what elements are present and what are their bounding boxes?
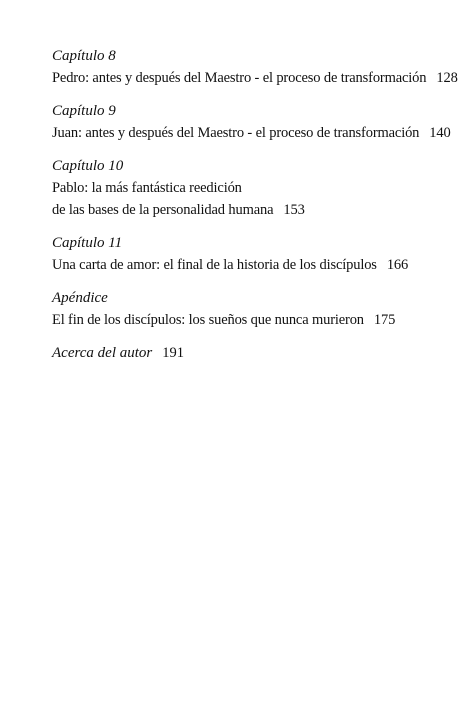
chapter-title-line: Pablo: la más fantástica reedición (52, 180, 242, 196)
chapter-heading: Capítulo 8 (52, 48, 116, 64)
chapter-title-text: El fin de los discípulos: los sueños que nunca murieron (52, 312, 364, 328)
table-of-contents (52, 46, 458, 376)
chapter-heading: Capítulo 11 (52, 235, 123, 251)
page-number: 166 (386, 257, 409, 273)
chapter-heading: Acerca del autor (52, 345, 153, 361)
chapter-title-text: Una carta de amor: el final de la historia de los discípulos (52, 257, 377, 273)
toc-entry-appendix (52, 288, 452, 331)
chapter-heading: Apéndice (52, 290, 108, 306)
chapter-title-text: Pedro: antes y después del Maestro - el proceso de transformación (52, 70, 427, 86)
page-number: 175 (373, 312, 396, 328)
chapter-title-line (52, 199, 452, 221)
page-number: 153 (283, 202, 305, 218)
page-number: 128 (436, 70, 458, 86)
chapter-title-line (52, 122, 452, 144)
chapter-title-line (52, 254, 452, 276)
chapter-title-line (52, 309, 452, 331)
chapter-title-text: Juan: antes y después del Maestro - el proceso de transformación (52, 125, 420, 141)
chapter-title-text: de las bases de la personalidad humana (52, 202, 274, 218)
toc-entry-chapter-8 (52, 46, 458, 89)
toc-entry-chapter-11 (52, 233, 452, 276)
page-number: 191 (162, 345, 184, 361)
chapter-heading: Capítulo 9 (52, 103, 116, 119)
toc-entry-chapter-10 (52, 156, 452, 221)
toc-entry-about-author (52, 343, 452, 364)
chapter-title-line (52, 67, 458, 89)
toc-entry-chapter-9 (52, 101, 452, 144)
chapter-heading: Capítulo 10 (52, 158, 124, 174)
page-number: 140 (429, 125, 451, 141)
